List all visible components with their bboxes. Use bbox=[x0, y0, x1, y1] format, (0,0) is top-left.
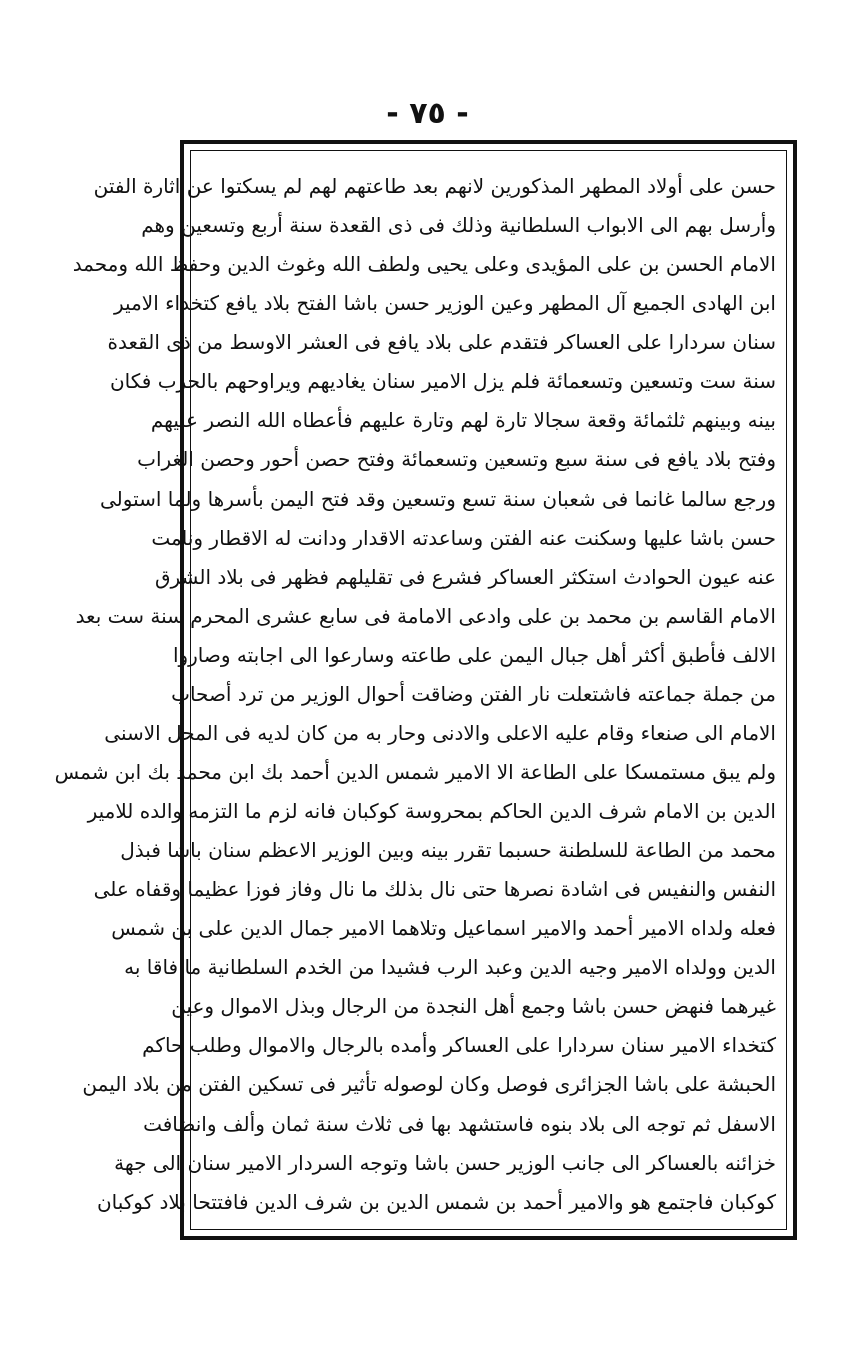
text-line: الامام الحسن بن على المؤيدى وعلى يحيى ولطف الله وغوث الدين وحفظ الله ومحمد bbox=[72, 252, 776, 277]
text-line: الدين وولداه الامير وجيه الدين وعبد الرب فشيدا من الخدم السلطانية ما فاقا به bbox=[124, 955, 776, 980]
text-frame-inner bbox=[54, 150, 787, 1230]
text-line: الدين بن الامام شرف الدين الحاكم بمحروسة كوكبان فانه لزم ما التزمه والده للامير bbox=[87, 799, 776, 823]
text-line: فعله ولداه الامير أحمد والامير اسماعيل وتلاهما الامير جمال الدين على بن شمس bbox=[111, 916, 776, 941]
text-line: الحبشة على باشا الجزائرى فوصل وكان لوصوله تأثير فى تسكين الفتن من بلاد اليمن bbox=[82, 1072, 776, 1097]
text-line: وأرسل بهم الى الابواب السلطانية وذلك فى ذى القعدة سنة أربع وتسعين وهم bbox=[141, 213, 776, 238]
text-line: الامام الى صنعاء وقام عليه الاعلى والادنى وحار به من كان لديه فى المحل الاسنى bbox=[104, 720, 776, 745]
text-line: وفتح بلاد يافع فى سنة سبع وتسعين وتسعمائة وفتح حصن أحور وحصن الغراب bbox=[137, 447, 776, 472]
text-line: النفس والنفيس فى اشادة نصرها حتى نال بذلك ما نال وفاز فوزا عظيما وقفاه على bbox=[93, 877, 776, 902]
text-line: خزائنه بالعساكر الى جانب الوزير حسن باشا وتوجه السردار الامير سنان الى جهة bbox=[114, 1150, 776, 1175]
text-line: سنة ست وتسعين وتسعمائة فلم يزل الامير سنان يغاديهم ويراوحهم بالحرب فكان bbox=[109, 369, 776, 394]
text-line: ورجع سالما غانما فى شعبان سنة تسع وتسعين وقد فتح اليمن بأسرها ولما استولى bbox=[100, 486, 776, 511]
text-body bbox=[54, 167, 776, 1221]
page-number: - ٧٥ - bbox=[386, 96, 469, 131]
text-line: الاسفل ثم توجه الى بلاد بنوه فاستشهد بها فى ثلاث سنة ثمان وألف وانضافت bbox=[143, 1111, 776, 1136]
text-line: كتخداء الامير سنان سردارا على العساكر وأمده بالرجال والاموال وطلب حاكم bbox=[142, 1033, 776, 1058]
text-line: حسن على أولاد المطهر المذكورين لانهم بعد طاعتهم لهم لم يسكتوا عن اثارة الفتن bbox=[93, 174, 776, 198]
text-line: الامام القاسم بن محمد بن على وادعى الامامة فى سابع عشرى المحرم سنة ست بعد bbox=[75, 603, 776, 628]
text-line: حسن باشا عليها وسكنت عنه الفتن وساعدته الاقدار ودانت له الاقطار ونامت bbox=[151, 525, 776, 550]
text-line: الالف فأطبق أكثر أهل جبال اليمن على طاعته وسارعوا الى اجابته وصاروا bbox=[172, 642, 776, 667]
text-line: من جملة جماعته فاشتعلت نار الفتن وضاقت أحوال الوزير من ترد أصحاب bbox=[171, 681, 776, 706]
text-line: ابن الهادى الجميع آل المطهر وعين الوزير حسن باشا الفتح بلاد يافع كتخداء الامير bbox=[114, 291, 776, 316]
text-frame-outer bbox=[54, 140, 797, 1240]
text-line: غيرهما فنهض حسن باشا وجمع أهل النجدة من الرجال وبذل الاموال وعين bbox=[171, 994, 776, 1019]
text-line: ولم يبق مستمسكا على الطاعة الا الامير شمس الدين أحمد بك ابن محمد بك ابن شمس bbox=[54, 759, 776, 784]
text-line: محمد من الطاعة للسلطنة حسبما تقرر بينه وبين الوزير الاعظم سنان باشا فبذل bbox=[120, 838, 776, 863]
text-line: بينه وبينهم ثلثمائة وقعة سجالا تارة لهم وتارة عليهم فأعطاه الله النصر عليهم bbox=[150, 408, 776, 433]
text-line: سنان سردارا على العساكر فتقدم على بلاد يافع فى العشر الاوسط من ذى القعدة bbox=[107, 330, 776, 355]
text-line: عنه عيون الحوادث استكثر العساكر فشرع فى تقليلهم فظهر فى بلاد الشرق bbox=[154, 564, 776, 589]
text-line: كوكبان فاجتمع هو والامير أحمد بن شمس الدين بن شرف الدين فافتتحا بلاد كوكبان bbox=[96, 1189, 776, 1214]
